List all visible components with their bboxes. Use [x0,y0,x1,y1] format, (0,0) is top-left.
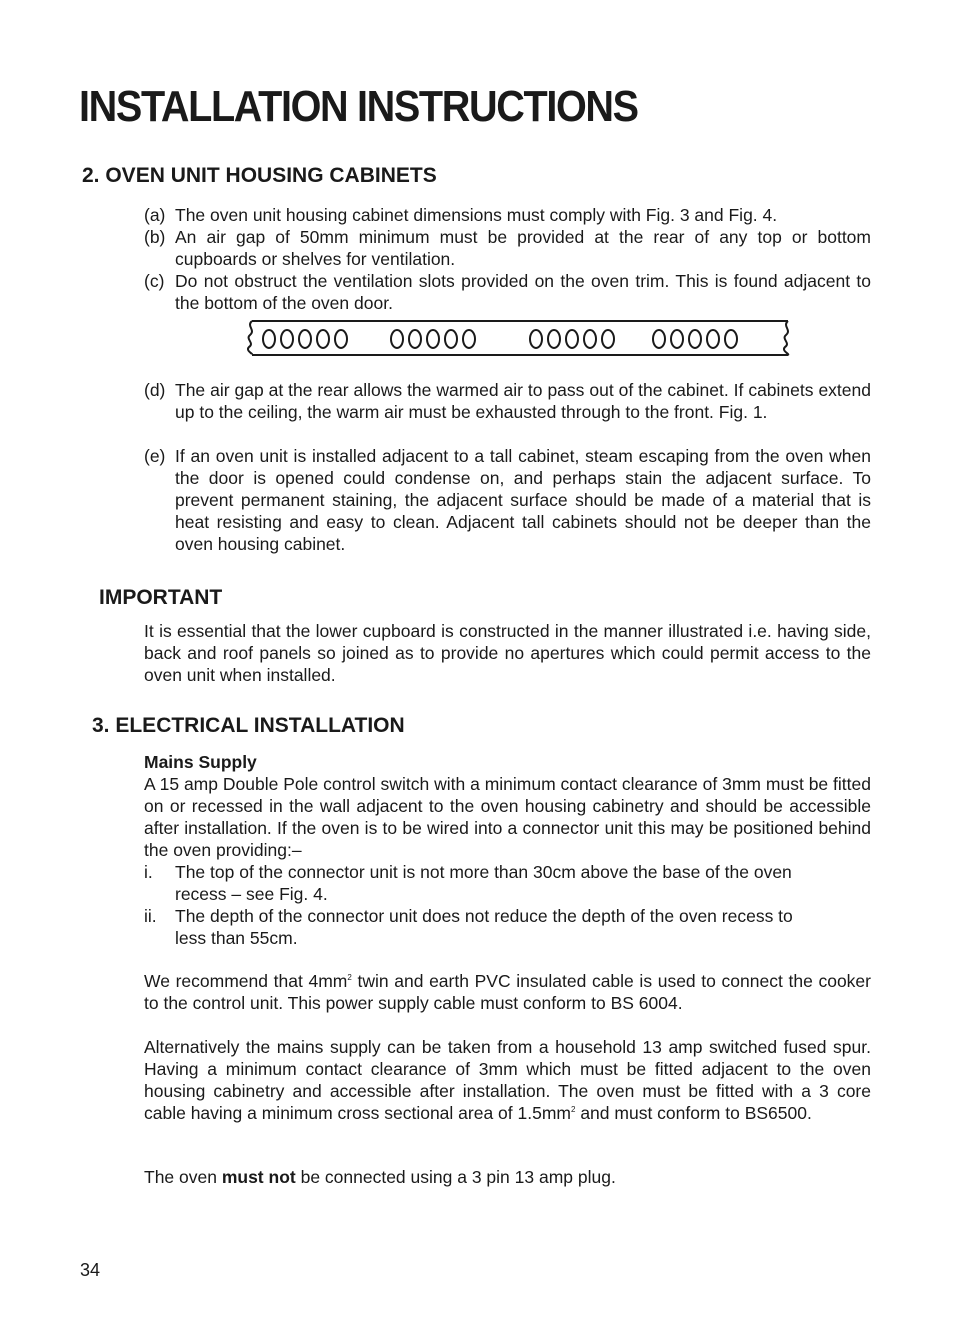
plug-warning: The oven must not be connected using a 3 pin 13 amp plug. [144,1167,616,1187]
list-marker: (b) [144,227,166,247]
important-heading: IMPORTANT [99,586,223,609]
mains-supply-intro: A 15 amp Double Pole control switch with a minimum contact clearance of 3mm must be fitted on or recessed in the wall adjacent to the oven housing cabinetry and should be accessible after installation. If the oven is to be wired into a connector unit this may be positioned behind the oven providing:– [144,774,871,860]
list-item [144,445,871,555]
list-item [144,379,871,423]
list-item-text: The air gap at the rear allows the warmed air to pass out of the cabinet. If cabinets extend up to the ceiling, the warm air must be exhausted through to the front. Fig. 1. [175,380,871,422]
list-marker: (c) [144,271,165,291]
cable-recommendation: We recommend that $4mm^2$ twin and earth PVC insulated cable is used to connect the cooker to the control unit. This power supply cable must conform to BS 6004. [144,971,871,1013]
oven-trim-ventilation-figure [242,318,798,358]
page-title: INSTALLATION INSTRUCTIONS [79,82,638,131]
condition-text: The top of the connector unit is not more than 30cm above the base of the oven recess – see Fig. 4. [175,862,792,904]
list-marker: (d) [144,380,166,400]
list-item-text: Do not obstruct the ventilation slots provided on the oven trim. This is found adjacent to the bottom of the oven door. [175,271,871,313]
list-item-text: An air gap of 50mm minimum must be provided at the rear of any top or bottom cupboards or shelves for ventilation. [175,227,871,269]
fused-spur-alternative: Alternatively the mains supply can be taken from a household 13 amp switched fused spur. Having a minimum contact clearance of 3mm which must be fitted adjacent to the oven housing cabinetry and accessible after installation. The oven must be fitted with a 3 core cable having a minimum cross sectional area of $1.5mm^2$ and must conform to BS6500. [144,1037,871,1123]
list-marker: ii. [144,906,157,926]
list-item [144,270,871,314]
list-item-text: If an oven unit is installed adjacent to a tall cabinet, steam escaping from the oven when the door is opened could condense on, and perhaps stain the adjacent surface. To prevent permanent staining, the adjacent surface should be made of a material that is heat resisting and easy to clean. Adjacent tall cabinets should not be deeper than the oven housing cabinet. [175,446,871,554]
condition-item [144,905,871,949]
condition-item [144,861,871,905]
condition-text: The depth of the connector unit does not reduce the depth of the oven recess to less than 55cm. [175,906,793,948]
mains-supply-subheading: Mains Supply [144,752,257,772]
list-item [144,226,871,270]
important-text: It is essential that the lower cupboard is constructed in the manner illustrated i.e. having side, back and roof panels so joined as to provide no apertures which could permit access to the oven unit when installed. [144,621,871,685]
list-item-text: The oven unit housing cabinet dimensions must comply with Fig. 3 and Fig. 4. [175,205,778,225]
list-marker: i. [144,862,153,882]
list-marker: (e) [144,446,166,466]
list-item [144,204,871,226]
page-number: 34 [80,1260,101,1280]
section-heading-oven-housing: 2. OVEN UNIT HOUSING CABINETS [82,164,437,187]
list-marker: (a) [144,205,166,225]
section-heading-electrical: 3. ELECTRICAL INSTALLATION [92,714,405,737]
